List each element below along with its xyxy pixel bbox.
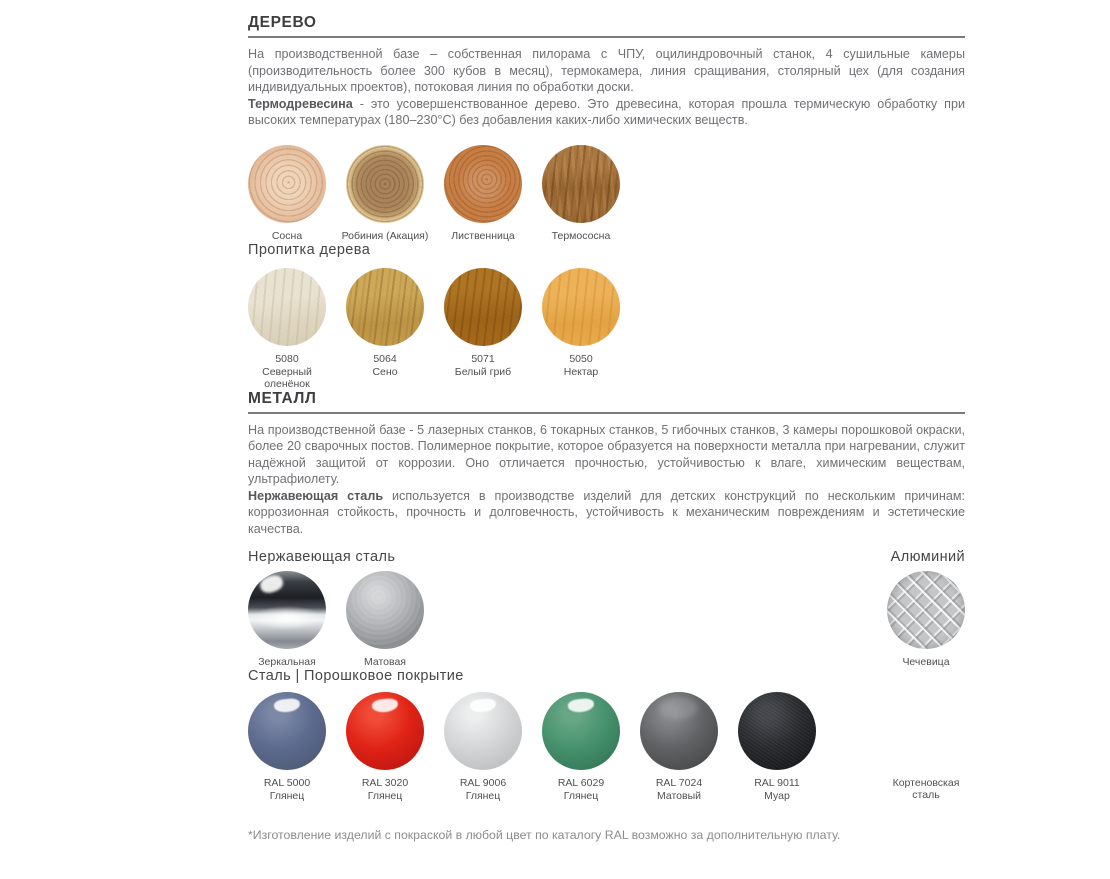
stainless-swatch-row [248,571,965,668]
swatch-ral-5000 [248,692,326,802]
stain-name: Сено [372,365,398,378]
ral-7024-ball-image [640,692,718,770]
swatch-corten-steel [887,692,965,802]
swatch-matte-steel [346,571,424,668]
metal-intro-paragraph: На производственной базе - 5 лазерных станков, 6 токарных станков, 5 гибочных станков, 3 камеры порошковой окраски, более 20 сварочных постов. Полимерное покрытие, которое образуется на поверхности металла при нагревании, служит надёжной защитой от коррозии. Оно отличается прочностью, устойчивостью к влаге, химическим веществам, ультрафиолету. [248,422,965,486]
swatch-label: Робиния (Акация) [341,229,429,242]
stain-name: Северный оленёнок [262,365,312,390]
swatch-stain-5071 [444,268,522,390]
wood-stain-row [248,268,965,390]
swatch-label [624,777,734,802]
stainless-lead: Нержавеющая сталь [248,488,384,503]
swatch-label [539,353,623,378]
stain-code: 5080 [275,352,299,365]
swatch-label [526,777,636,802]
swatch-label [343,353,427,378]
swatch-stain-5080 [248,268,326,390]
ral-finish: Матовый [657,790,701,802]
thermo-lead: Термодревесина [248,96,353,111]
swatch-ral-6029 [542,692,620,802]
ral-3020-ball-image [346,692,424,770]
stain-5064-image [346,268,424,346]
ral-finish: Глянец [269,790,305,802]
swatch-ral-9006 [444,692,522,802]
swatch-label: Термососна [551,229,611,242]
swatch-pine [248,145,326,242]
swatch-ral-3020 [346,692,424,802]
wood-section-title: ДЕРЕВО [248,14,317,31]
stain-subtitle: Пропитка дерева [248,241,371,258]
swatch-label [330,777,440,802]
ral-code: RAL 6029 [557,777,605,789]
swatch-label: Лиственница [451,229,515,242]
corten-steel-image [887,692,965,770]
ral-9006-ball-image [444,692,522,770]
swatch-robinia [341,145,429,242]
metal-section [248,390,965,844]
swatch-thermopine [542,145,620,242]
swatch-aluminum [887,571,965,668]
mirror-steel-ball-image [248,571,326,649]
stain-5050-image [542,268,620,346]
ral-finish: Глянец [563,790,599,802]
swatch-label [232,777,342,802]
thermopine-slice-image [542,145,620,223]
swatch-label [441,353,525,378]
wood-thermo-paragraph [248,96,965,129]
swatch-label: Чечевица [902,656,950,668]
swatch-mirror-steel [248,571,326,668]
stain-code: 5050 [569,352,593,365]
swatch-ral-9011 [738,692,816,802]
pine-slice-image [248,145,326,223]
ral-finish: Глянец [367,790,403,802]
ral-code: RAL 3020 [361,777,409,789]
ral-6029-ball-image [542,692,620,770]
stain-code: 5064 [373,352,397,365]
swatch-larch [444,145,522,242]
metal-divider [248,412,965,414]
swatch-label [245,353,329,390]
stainless-text: используется в производстве изделий для детских конструкций по нескольким причинам: коррозионная стойкость, прочность и долговечность, устойчивость к механическим повреждениям и эстетические качества. [248,488,965,536]
swatch-label: Сосна [271,229,303,242]
aluminum-subtitle: Алюминий [890,549,965,565]
swatch-stain-5064 [346,268,424,390]
swatch-label: Кортеновская сталь [892,777,960,801]
powder-swatch-row [248,692,965,802]
thermo-text: - это усовершенствованное дерево. Это древесина, которая прошла термическую обработку при высоких температурах (180–230°С) без добавления каких-либо химических веществ. [248,96,965,127]
ral-code: RAL 5000 [263,777,311,789]
ral-footnote: *Изготовление изделий с покраской в любой цвет по каталогу RAL возможно за дополнительную плату. [248,828,841,842]
larch-slice-image [444,145,522,223]
matte-steel-ball-image [346,571,424,649]
wood-section [248,14,965,390]
swatch-label [428,777,538,802]
stain-5071-image [444,268,522,346]
ral-5000-ball-image [248,692,326,770]
ral-code: RAL 7024 [655,777,703,789]
powder-coating-subtitle: Сталь | Порошковое покрытие [248,668,464,684]
stain-name: Нектар [563,365,599,378]
ral-code: RAL 9011 [754,777,800,789]
ral-finish: Муар [764,790,790,802]
wood-intro-paragraph: На производственной базе – собственная пилорама с ЧПУ, оцилиндровочный станок, 4 сушильные камеры (производительность более 300 кубов в месяц), термокамера, линия сращивания, столярный цех (для создания индивидуальных проектов), потоковая линия по обработки доски. [248,47,965,94]
ral-9011-ball-image [738,692,816,770]
swatch-label [722,777,832,802]
metal-section-title: МЕТАЛЛ [248,389,317,407]
swatch-label: Зеркальная [258,656,316,668]
robinia-slice-image [346,145,424,223]
ral-code: RAL 9006 [459,777,507,789]
wood-species-row [248,145,965,242]
metal-stainless-paragraph [248,488,965,538]
stain-name: Белый гриб [454,365,512,378]
wood-divider [248,36,965,38]
swatch-stain-5050 [542,268,620,390]
stainless-header-row [248,549,965,565]
stain-code: 5071 [471,352,495,365]
swatch-label: Матовая [364,656,406,668]
stain-5080-image [248,268,326,346]
ral-finish: Глянец [465,790,501,802]
aluminum-diamond-plate-image [887,571,965,649]
swatch-ral-7024 [640,692,718,802]
stainless-subtitle: Нержавеющая сталь [248,549,396,565]
